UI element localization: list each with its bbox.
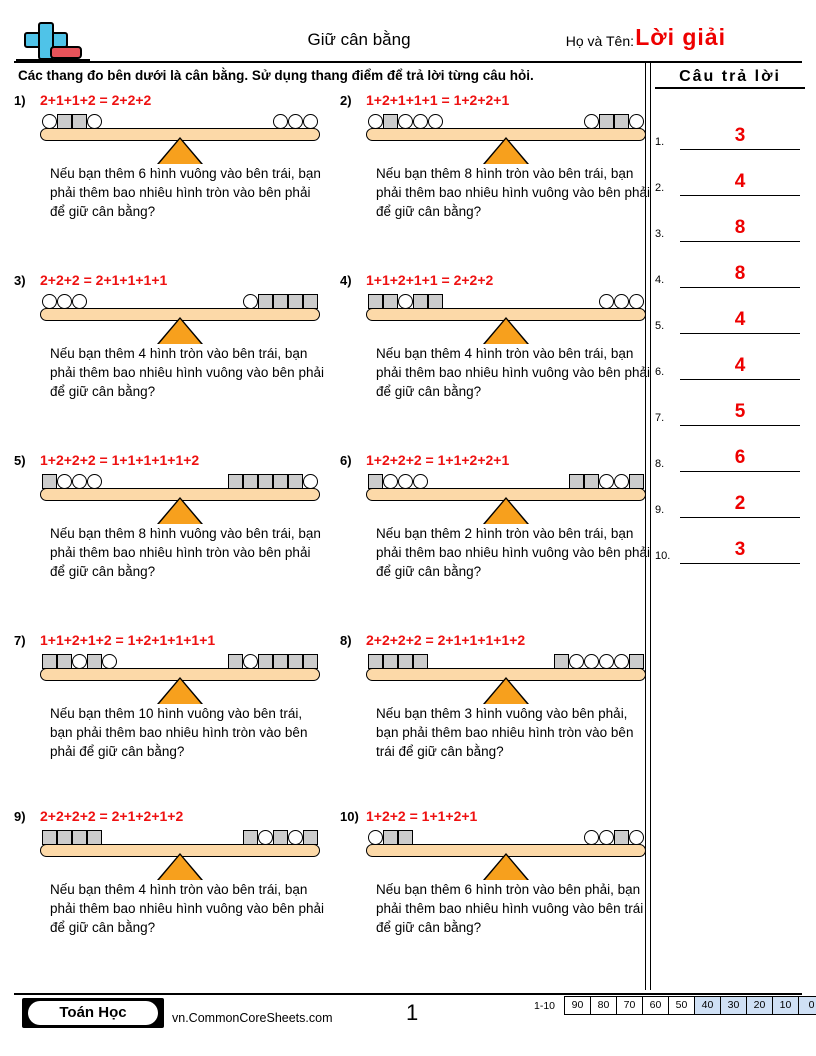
weight-circle-icon (413, 114, 428, 129)
problem-number: 2) (340, 93, 352, 108)
balance-scale (366, 828, 646, 876)
weight-circle-icon (102, 654, 117, 669)
problem-question: Nếu bạn thêm 8 hình tròn vào bên trái, bạn phải thêm bao nhiêu hình vuông vào bên phải để giữ cân bằng? (376, 166, 650, 219)
weight-square-icon (303, 830, 318, 845)
problem-number: 5) (14, 453, 26, 468)
weight-square-icon (303, 654, 318, 669)
score-cell: 50 (669, 997, 695, 1014)
weight-circle-icon (303, 474, 318, 489)
problem-equation: 2+1+1+2 = 2+2+2 (40, 92, 152, 108)
weight-circle-icon (368, 830, 383, 845)
weight-square-icon (273, 474, 288, 489)
weight-circle-icon (273, 114, 288, 129)
answer-value: 2 (734, 493, 746, 514)
weight-circle-icon (584, 114, 599, 129)
weight-circle-icon (42, 114, 57, 129)
weight-circle-icon (428, 114, 443, 129)
problem-equation: 2+2+2+2 = 2+1+2+1+2 (40, 808, 184, 824)
weight-square-icon (398, 830, 413, 845)
weight-square-icon (228, 654, 243, 669)
weight-square-icon (87, 830, 102, 845)
weight-square-icon (383, 830, 398, 845)
weight-square-icon (398, 654, 413, 669)
weight-circle-icon (599, 474, 614, 489)
score-cell: 90 (565, 997, 591, 1014)
scale-left-pan (368, 292, 443, 309)
answer-value: 4 (734, 355, 746, 376)
weight-circle-icon (72, 654, 87, 669)
problem-number: 9) (14, 809, 26, 824)
weight-circle-icon (629, 114, 644, 129)
weight-square-icon (368, 294, 383, 309)
answer-value: 4 (734, 171, 746, 192)
answer-value: 8 (734, 263, 746, 284)
scale-fulcrum-icon (159, 139, 201, 164)
weight-circle-icon (368, 114, 383, 129)
weight-circle-icon (288, 830, 303, 845)
weight-square-icon (243, 830, 258, 845)
score-cell: 80 (591, 997, 617, 1014)
problem-equation: 1+2+2+2 = 1+1+2+2+1 (366, 452, 510, 468)
weight-circle-icon (383, 474, 398, 489)
scale-right-pan (554, 652, 644, 669)
problem-equation: 1+2+2 = 1+1+2+1 (366, 808, 478, 824)
name-field-value: Lời giải (635, 24, 726, 50)
weight-circle-icon (629, 294, 644, 309)
balance-scale (40, 828, 320, 876)
scale-fulcrum-icon (159, 319, 201, 344)
name-field-label: Họ và Tên: (565, 33, 634, 49)
scale-fulcrum-icon (485, 499, 527, 524)
answer-row (655, 104, 805, 150)
instructions-text: Các thang đo bên dưới là cân bằng. Sử dụng thang điểm để trả lời từng câu hỏi. (18, 68, 534, 83)
weight-square-icon (72, 830, 87, 845)
answer-number: 3. (655, 228, 665, 240)
problem-question: Nếu bạn thêm 6 hình vuông vào bên trái, bạn phải thêm bao nhiêu hình tròn vào bên phải để giữ cân bằng? (50, 166, 321, 219)
scale-fulcrum-icon (485, 679, 527, 704)
answer-number: 5. (655, 320, 665, 332)
weight-circle-icon (243, 294, 258, 309)
problem-question: Nếu bạn thêm 10 hình vuông vào bên trái, bạn phải thêm bao nhiêu hình tròn vào bên phải để giữ cân bằng? (50, 706, 308, 759)
brand-badge (22, 998, 164, 1028)
scale-right-pan (584, 828, 644, 845)
weight-circle-icon (599, 294, 614, 309)
answer-number: 9. (655, 504, 665, 516)
problem-question: Nếu bạn thêm 3 hình vuông vào bên phải, bạn phải thêm bao nhiêu hình tròn vào bên trái để giữ cân bằng? (376, 706, 634, 759)
weight-circle-icon (258, 830, 273, 845)
scale-fulcrum-icon (159, 679, 201, 704)
problem-question: Nếu bạn thêm 6 hình tròn vào bên phải, bạn phải thêm bao nhiêu hình vuông vào bên trái để giữ cân bằng? (376, 882, 644, 935)
score-range-label: 1-10 (534, 1000, 556, 1012)
scale-left-pan (368, 472, 428, 489)
weight-circle-icon (398, 474, 413, 489)
weight-square-icon (72, 114, 87, 129)
weight-square-icon (42, 654, 57, 669)
scale-right-pan (273, 112, 318, 129)
answer-value: 5 (734, 401, 746, 422)
answer-number: 1. (655, 136, 665, 148)
scale-left-pan (42, 828, 102, 845)
weight-square-icon (368, 654, 383, 669)
weight-circle-icon (614, 474, 629, 489)
scale-left-pan (42, 652, 117, 669)
weight-square-icon (599, 114, 614, 129)
footer-divider (14, 993, 802, 995)
scale-fulcrum-icon (485, 139, 527, 164)
scale-fulcrum-icon (159, 499, 201, 524)
answer-row (655, 334, 805, 380)
weight-square-icon (258, 294, 273, 309)
weight-circle-icon (72, 294, 87, 309)
problem-equation: 1+2+1+1+1 = 1+2+2+1 (366, 92, 510, 108)
weight-square-icon (258, 654, 273, 669)
weight-circle-icon (398, 294, 413, 309)
problem-number: 8) (340, 633, 352, 648)
answer-column-title: Câu trả lời (655, 68, 805, 89)
answer-row (655, 288, 805, 334)
page-header (14, 14, 802, 62)
answer-row (655, 196, 805, 242)
weight-square-icon (428, 294, 443, 309)
weight-square-icon (383, 654, 398, 669)
weight-square-icon (383, 294, 398, 309)
scale-left-pan (368, 652, 428, 669)
weight-square-icon (569, 474, 584, 489)
problem-number: 3) (14, 273, 26, 288)
answer-value: 4 (734, 309, 746, 330)
weight-square-icon (288, 474, 303, 489)
balance-scale (366, 652, 646, 700)
scale-left-pan (368, 112, 443, 129)
weight-square-icon (228, 474, 243, 489)
problem-equation: 1+1+2+1+1 = 2+2+2 (366, 272, 494, 288)
answer-number: 8. (655, 458, 665, 470)
answer-number: 10. (655, 550, 671, 562)
balance-scale (40, 472, 320, 520)
weight-circle-icon (599, 654, 614, 669)
weight-square-icon (57, 114, 72, 129)
problem-equation: 1+2+2+2 = 1+1+1+1+1+2 (40, 452, 200, 468)
problem-equation: 2+2+2 = 2+1+1+1+1 (40, 272, 168, 288)
score-cell: 60 (643, 997, 669, 1014)
problem-equation: 1+1+2+1+2 = 1+2+1+1+1+1 (40, 632, 216, 648)
balance-scale (40, 292, 320, 340)
answer-row (655, 426, 805, 472)
scale-right-pan (569, 472, 644, 489)
page-number: 1 (406, 1000, 419, 1025)
scale-fulcrum-icon (485, 319, 527, 344)
answer-number: 4. (655, 274, 665, 286)
answer-list (655, 104, 805, 564)
problem-equation: 2+2+2+2 = 2+1+1+1+1+2 (366, 632, 526, 648)
weight-circle-icon (57, 294, 72, 309)
weight-circle-icon (398, 114, 413, 129)
weight-circle-icon (629, 830, 644, 845)
weight-circle-icon (87, 114, 102, 129)
problem-number: 4) (340, 273, 352, 288)
header-divider (14, 61, 802, 63)
weight-square-icon (383, 114, 398, 129)
answer-number: 6. (655, 366, 665, 378)
answer-row (655, 518, 805, 564)
weight-circle-icon (303, 114, 318, 129)
weight-square-icon (303, 294, 318, 309)
answer-number: 2. (655, 182, 665, 194)
scale-right-pan (584, 112, 644, 129)
score-cell: 20 (747, 997, 773, 1014)
scale-fulcrum-icon (159, 855, 201, 880)
answer-row (655, 380, 805, 426)
weight-circle-icon (584, 830, 599, 845)
weight-circle-icon (72, 474, 87, 489)
weight-circle-icon (614, 294, 629, 309)
answer-value: 3 (734, 539, 746, 560)
weight-square-icon (42, 474, 57, 489)
weight-square-icon (614, 114, 629, 129)
scale-left-pan (42, 472, 102, 489)
problem-question: Nếu bạn thêm 8 hình vuông vào bên trái, bạn phải thêm bao nhiêu hình tròn vào bên phải để giữ cân bằng? (50, 526, 321, 579)
score-cell: 70 (617, 997, 643, 1014)
website-url: vn.CommonCoreSheets.com (172, 1011, 333, 1025)
weight-circle-icon (569, 654, 584, 669)
score-cell: 30 (721, 997, 747, 1014)
score-cell: 0 (799, 997, 816, 1014)
balance-scale (40, 112, 320, 160)
weight-circle-icon (243, 654, 258, 669)
weight-square-icon (629, 474, 644, 489)
weight-circle-icon (614, 654, 629, 669)
answer-value: 8 (734, 217, 746, 238)
page-title: Giữ cân bằng (307, 30, 411, 49)
scale-right-pan (243, 292, 318, 309)
weight-square-icon (273, 654, 288, 669)
weight-circle-icon (87, 474, 102, 489)
weight-square-icon (273, 830, 288, 845)
balance-scale (366, 292, 646, 340)
scale-left-pan (42, 292, 87, 309)
problem-number: 10) (340, 809, 359, 824)
weight-square-icon (629, 654, 644, 669)
weight-square-icon (614, 830, 629, 845)
weight-square-icon (368, 474, 383, 489)
weight-square-icon (57, 654, 72, 669)
score-cell: 40 (695, 997, 721, 1014)
weight-square-icon (288, 294, 303, 309)
scale-right-pan (228, 652, 318, 669)
balance-scale (40, 652, 320, 700)
problem-number: 6) (340, 453, 352, 468)
problem-number: 7) (14, 633, 26, 648)
brand-label: Toán Học (28, 1001, 158, 1025)
weight-square-icon (258, 474, 273, 489)
weight-square-icon (273, 294, 288, 309)
commoncoresheets-logo-icon (14, 18, 106, 64)
weight-circle-icon (599, 830, 614, 845)
answer-number: 7. (655, 412, 665, 424)
weight-square-icon (584, 474, 599, 489)
scale-fulcrum-icon (485, 855, 527, 880)
balance-scale (366, 472, 646, 520)
weight-circle-icon (57, 474, 72, 489)
answer-row (655, 242, 805, 288)
scale-right-pan (228, 472, 318, 489)
scale-right-pan (243, 828, 318, 845)
weight-circle-icon (584, 654, 599, 669)
weight-square-icon (413, 294, 428, 309)
scale-left-pan (42, 112, 102, 129)
weight-square-icon (57, 830, 72, 845)
weight-square-icon (554, 654, 569, 669)
score-cell: 10 (773, 997, 799, 1014)
balance-scale (366, 112, 646, 160)
weight-square-icon (243, 474, 258, 489)
weight-circle-icon (288, 114, 303, 129)
answer-row (655, 472, 805, 518)
problem-question: Nếu bạn thêm 4 hình tròn vào bên trái, bạn phải thêm bao nhiêu hình vuông vào bên phải để giữ cân bằng? (376, 346, 650, 399)
scale-left-pan (368, 828, 413, 845)
weight-square-icon (288, 654, 303, 669)
weight-circle-icon (42, 294, 57, 309)
weight-circle-icon (413, 474, 428, 489)
logo-red-bar (50, 46, 82, 59)
problem-question: Nếu bạn thêm 4 hình tròn vào bên trái, bạn phải thêm bao nhiêu hình vuông vào bên phải để giữ cân bằng? (50, 346, 324, 399)
score-table (564, 996, 816, 1015)
answer-value: 6 (734, 447, 746, 468)
problem-question: Nếu bạn thêm 4 hình tròn vào bên trái, bạn phải thêm bao nhiêu hình vuông vào bên phải để giữ cân bằng? (50, 882, 324, 935)
answer-row (655, 150, 805, 196)
weight-square-icon (413, 654, 428, 669)
problem-question: Nếu bạn thêm 2 hình tròn vào bên trái, bạn phải thêm bao nhiêu hình vuông vào bên phải để giữ cân bằng? (376, 526, 650, 579)
scale-right-pan (599, 292, 644, 309)
answer-value: 3 (734, 125, 746, 146)
weight-square-icon (42, 830, 57, 845)
weight-square-icon (87, 654, 102, 669)
problem-number: 1) (14, 93, 26, 108)
